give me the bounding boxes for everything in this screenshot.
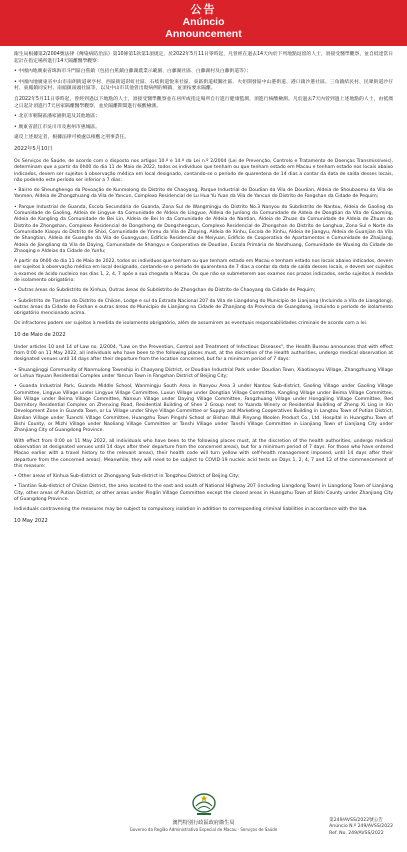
en-paragraph-2: With effect from 0:00 on 11 May 2022, all individuals who have been to the following places must, at the discretion of the health authorities, undergo medical observation at designated venues until 14 days after their departure from the concerned areas), but for a minimum period of 7 days. For those who have entered Macao earlier with a travel history to the relevant areas), their health code will turn yellow with self-health management imposed, until 14 days after their departure from the concerned areas). Meanwhile, they will need to be subject to COVID-19 nucleic acid tests on Days 1, 2, 4, 7 and 12 of the commencement of this measure: — [14, 438, 393, 469]
zh-bullet-1: • 中國內地廣東省珠海市斗門區白蕉鎮（包括白蕉鎮白藤湖農業示範園、白藤湖社區、白藤湖村及白藤街道等）； — [14, 69, 252, 75]
zh-date: 2022年5月10日 — [14, 145, 53, 152]
announcement-header — [0, 0, 407, 46]
agency-name-pt: Governo da Região Administrativa Especial de Macau · Serviços de Saúde — [129, 827, 278, 832]
announcement-body — [0, 46, 407, 525]
pt-date: 10 de Maio de 2022 — [14, 331, 66, 338]
en-bullet-3: • Other areas of Xinhua Sub-district or Zhongyang Sub-district in Tongzhou District of Beijing City; — [14, 474, 240, 480]
reference-number-pt: Anúncio N.º 249/AVSS/2022 — [329, 824, 393, 830]
zh-paragraph-3: 違反上述規定者，根據法律可被處以相應之刑事責任。 — [14, 135, 130, 141]
header-title-pt: Anúncio — [182, 16, 225, 28]
en-date: 10 May 2022 — [14, 517, 48, 524]
zh-bullet-3: • 北京市朝陽區潘家園街道及其他地區； — [14, 114, 100, 120]
zh-bullet-2: • 中國內地廣東省中山市南朗街道翠亨村、西區街道彩虹社區、石岐街道悅來社區、東區街道岐關社區、火炬開發區中山港街道、港口鎮沙港社區、三角鎮結民村、民眾街道沙仔村、東鳳鎮同安村、南頭鎮南頭社區等，以及中山市其他曾出現病例的鄉鎮，並須按要求隔離。 — [14, 79, 393, 92]
agency-name-zh: 澳門特別行政區政府衞生局 — [172, 820, 235, 826]
pt-bullet-4: • Subdistrito de Tiantian do Distrito de Chikan, Lodge e sul da Estrada Nacional 207 da Vila de Liangdong do Município de Lianjiang (Incluindo a Vila de Liangdong), outras áreas da Cidade de Foshan e outras áreas do Município de Lianjiang na Cidade de Zhanjiang da Província de Guangdong, incluindo o período de isolamento obrigatório mencionado acima. — [14, 298, 393, 317]
pt-paragraph-1: Os Serviços de Saúde, de acordo com o disposto nos artigos 10.º e 14.º da Lei n.º 2/2004 (Lei de Prevenção, Controlo e Tratamento de Doenças Transmissíveis), determinam que a partir da 0h00 do dia 11 de Maio de 2022, todos os indivíduos que tenham ou que tenham estado em Macau e tenham estado nos locais abaixo indicados, devem ser sujeitos à observação médica em local designado, contando-se o período de quarentena de 14 dias a contar da data de saída desses locais, não podendo este período ser inferior a 7 dias: — [14, 158, 393, 183]
pt-bullet-2: • Parque Industrial de Guanda, Escola Secundária de Guanda, Zona Sul de Wangmingju do Distrito No.3 Nanyou do Subdistrito de Nantou, Aldeia de Gaoling da Comunidade de Gaoling, Aldeia de Lingyue da Comunidade de Aldeia de Lingyue, Aldeia de Junlong da Comunidade de Aldeia de Dongtian da Vila de Gaoming, Aldeia de Kangling da Comunidade de Bei Lin, Aldeia de Bei In da Comunidade de Aldeia de Nantian, Aldeia de Zhuan da Comunidade de Aldeia de Zhuan do Distrito de Zhongshan, Complexo Residencial de Dongsheng de Dongshengcun, Complexo Residencial de Zhongshan do Distrito de Longhua, Zona Sul e Norte da Comunidade Xiaoyu do Distrito de Shixi, Comunidade de Yinmu da Vila de Zhaying, Aldeia de Xinhu, Escola de Xinhu, Aldeia de Jiangyu, Aldeia de Guanjian da Vila de Shangtian, Aldeia de Guanghe da Vila de Guangyuan, Edifício Residencial de Meiyuan, Edifício de Cooperativa de Apartamentos e Comunidade de Zhaijiang, Aldeia de Jiangliang da Vila de Daying, Comunidade de Shangyu e Cooperativa de Doudian, Escola Primária de Nanzhuang, Comunidade de Wuxing da Cidade de Zhaoqing e Aldeias da Cidade de Yunfu; — [14, 204, 393, 254]
pt-bullet-1: • Bairro do Sheunghengo da Povoação de Kunmolong do Distrito de Chaoyang, Parque Industrial de Doudian da Vila de Doudian, Aldeia de Shoubaomu da Vila de Yanmen, Aldeia de Zhangzhuang da Vila de Yancun, Complexo Residencial de Lu Hua Yu Yuan da Vila de Yancun do Distrito de Fangshan da Cidade de Pequim; — [14, 188, 393, 200]
reference-numbers — [329, 818, 393, 837]
pt-paragraph-2: A partir da 0h00 do dia 11 de Maio de 2022, todos os indivíduos que tenham ou que tenham estado em Macau e tenham estado nos locais abaixo indicados, devem ser sujeitos à observação médica em local designado, contando-se o período de quarentena de 7 dias a contar da data de saída desses locais, e devem ser sujeitos a exames de ácido nucleico nos dias 1, 2, 4, 7 após a sua chegada a Macau. Os que não se submeterem aos exames nos prazos indicados, serão sujeitos à medida de isolamento obrigatório: — [14, 259, 393, 283]
reference-number-en: Ref. No. 249/AVSS/2022 — [329, 830, 384, 836]
zh-paragraph-1: 衞生局根據第2/2004號法律《傳染病防治法》第10條第1款第1項規定，於2022年5月11日零時起，凡曾經在過去14天內於下列地點逗留的人士，須接受醫學觀察，並自抵達當日起計在指定場所進行14天隔離醫學觀察： — [14, 52, 393, 64]
en-bullet-2: • Guanda Industrial Park, Guanda Middle School, Wanmingju South Area in Nanyou Area 3 under Nantou Sub-district, Gaoling Village under Gaoling Village Committee, Lingyue Village under Lingyue Village Committee, Luxun Village under Dongtian Village Committee, Kangling Village under Beima Village Committee, Bei Village under Beima Village Committee, Nanxun Village under Daying Village Committee, Fangzhuang Village under Hongqiling Village Committee, Red Dormitory Residential Complex on Zhenxing Road, Residential Building of Shen 2 Group next to Yuanda Winery or Residential Building of Zheng Xi Ling in Xin Development Zone in Guanda Town, or Lu Village under Shiye Village Committee or Supply and Marketing Cooperatives Building in Langtou Town of Putian District, Banlian Village under Tuanchi Village Committee, Huangzhu Town Pingshi School or Bishan Wuli Pinyang Woolen Product Co., Ltd. Hospital in Huangzhu Town of Bishi County, or Mizhi Village under Naoliang Village Committee or Tanshi Village under Tanshi Village Committee in Lianjiang Town of Lianjiang City under Zhanjiang City of Guangdong Province. — [14, 384, 393, 434]
macao-sar-emblem-icon — [186, 792, 222, 818]
en-paragraph-1: Under articles 10 and 14 of Law no. 2/2004, "Law on the Prevention, Control and Treatment of Infectious Diseases", the Health Bureau announces that with effect from 0:00 on 11 May 2022, all individuals who have been to the following places must, at the discretion of the Health authorities, undergo medical observation at designated venues until 14 days after their departure from the location concerned, but for a minimum period of 7 days: — [14, 344, 393, 363]
zh-paragraph-2: 自2022年5月11日零時起，曾經到過以下地點的人士，須接受醫學觀察並在居所或指定場所自行進行健康監測，須進行核酸檢測。凡於過去7天內曾到過上述地點的人士，由抵澳之日起計須進行7天居家隔離醫學觀察，並於隔離期間進行核酸檢測。 — [14, 96, 393, 109]
announcement-footer — [0, 784, 407, 852]
pt-bullet-3: • Outras áreas do Subdistrito de Xinhua, Outras áreas do Subdistrito de Zhongshan do Distrito de Chaoyang da Cidade de Pequim; — [14, 288, 316, 294]
reference-number-zh: 第249/AVSS/2022號公告 — [329, 818, 383, 823]
header-title-zh: 公告 — [190, 3, 217, 16]
en-paragraph-3: Individuals contravening the measures may be subject to compulsory isolation in addition to corresponding criminal liabilities in accordance with the law. — [14, 507, 368, 513]
en-bullet-1: • Shuangjinggi Community of Nanmulong Township in Chaoyang District, or Doudian Industrial Park under Doudian Town, Xiaotiaoyou Village, Zhangzhuang Village or Lvhua Yayuan Residential Complex under Yancun Town in Fangshan District of Beijing City; — [14, 367, 393, 379]
zh-bullet-4: • 廣東省湛江市吳川市及惠州市惠城區。 — [14, 124, 100, 130]
en-bullet-4: • Tiantian Sub-district of Chikan District, the area located to the east and south of National Highway 207 (including Liangdong Town) in Liangdong Town of Lianjiang City, other areas of Putian District, or other areas under Pinglin Village Committee except the closed areas in Huangzhu Town of Bishi County under Zhanjiang City of Guangdong Province. — [14, 484, 393, 502]
header-title-en: Announcement — [165, 28, 242, 40]
pt-paragraph-3: Os infractores podem ser sujeitos à medida de isolamento obrigatório, além de assumirem as eventuais responsabilidades criminais de acordo com a lei. — [14, 321, 368, 327]
